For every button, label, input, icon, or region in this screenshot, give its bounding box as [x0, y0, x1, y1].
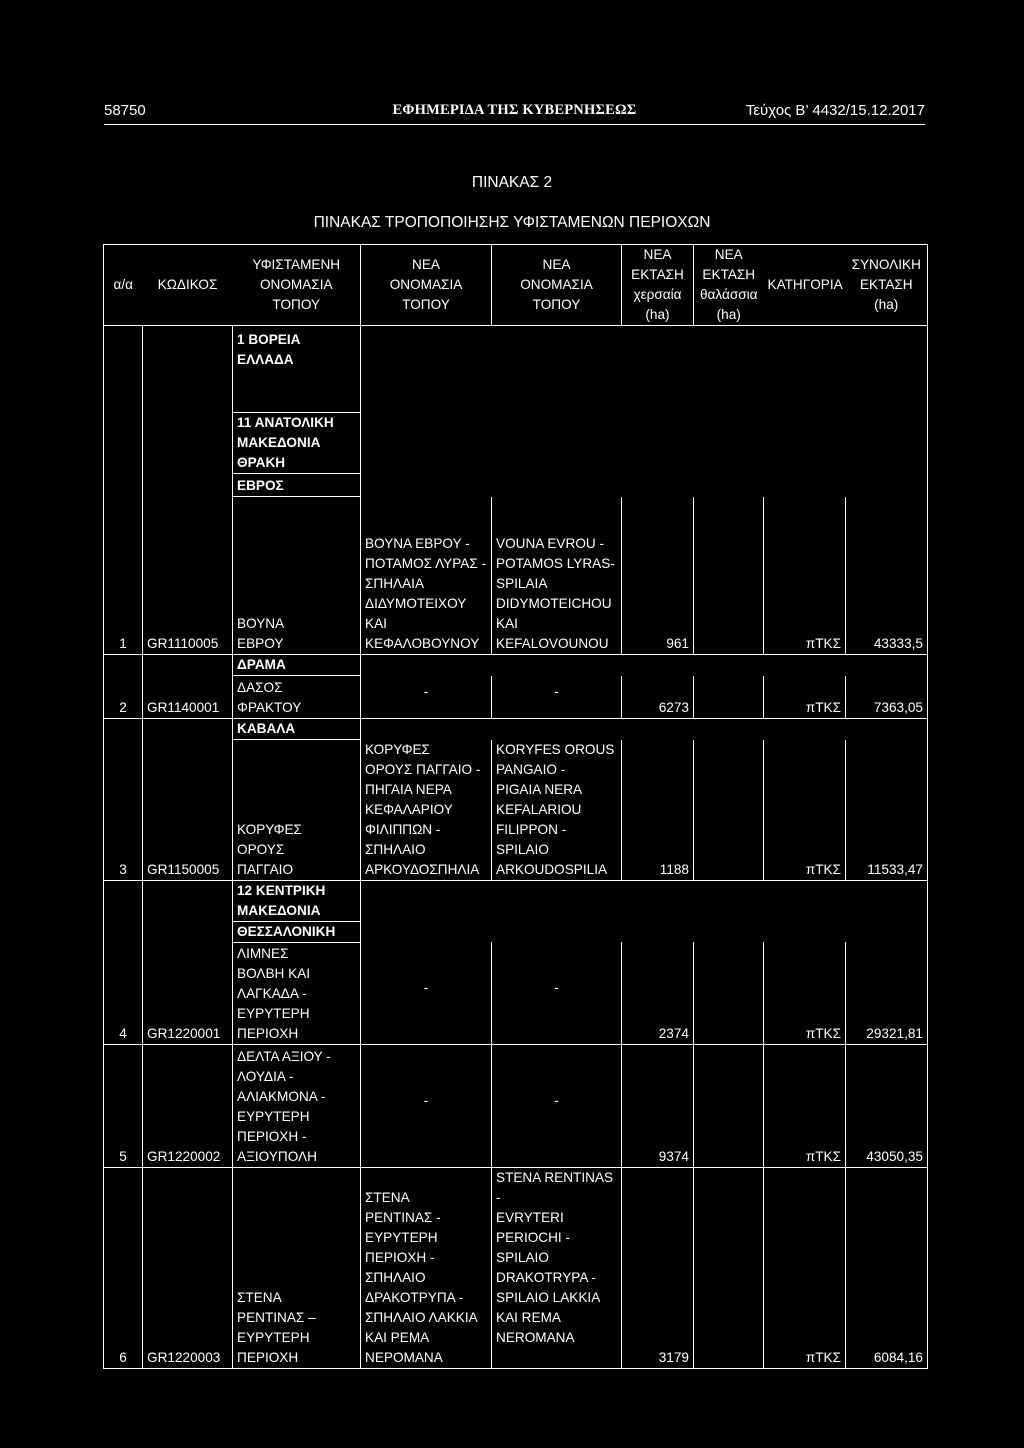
row-code: GR1150005 — [143, 740, 233, 881]
row-existing-name: ΣΤΕΝΑ ΡΕΝΤΙΝΑΣ – ΕΥΡΥΤΕΡΗ ΠΕΡΙΟΧΗ — [233, 1168, 361, 1369]
journal-title: ΕΦΗΜΕΡΙΔΑ ΤΗΣ ΚΥΒΕΡΝΗΣΕΩΣ — [392, 102, 637, 118]
row-category: πΤΚΣ — [764, 1045, 846, 1168]
row-land-area: 3179 — [622, 1168, 694, 1369]
row-new-name-latin: - — [492, 676, 622, 719]
row-code: GR1220003 — [143, 1168, 233, 1369]
row-category: πΤΚΣ — [764, 676, 846, 719]
row-sea-area — [694, 676, 764, 719]
region-label: ΘΕΣΣΑΛΟΝΙΚΗ — [233, 921, 361, 942]
region-label: ΚΑΒΑΛΑ — [233, 718, 361, 740]
row-sea-area — [694, 1045, 764, 1168]
page-number: 58750 — [104, 102, 146, 119]
row-new-name-greek: - — [361, 942, 492, 1045]
row-new-name-greek: ΚΟΡΥΦΕΣ ΟΡΟΥΣ ΠΑΓΓΑΙΟ - ΠΗΓΑΙΑ ΝΕΡΑ ΚΕΦΑΛΑΡΙΟΥ ΦΙΛΙΠΠΩΝ - ΣΠΗΛΑΙΟ ΑΡΚΟΥΔΟΣΠΗΛΙΑ — [361, 740, 492, 881]
col-header-new-name-latin: ΝΕΑ ΟΝΟΜΑΣΙΑ ΤΟΠΟΥ — [492, 245, 622, 326]
region-row — [104, 880, 928, 921]
row-existing-name: ΒΟΥΝΑ ΕΒΡΟΥ — [233, 497, 361, 655]
row-aa: 1 — [104, 497, 143, 655]
table-subtitle: ΠΙΝΑΚΑΣ ΤΡΟΠΟΠΟΙΗΣΗΣ ΥΦΙΣΤΑΜΕΝΩΝ ΠΕΡΙΟΧΩΝ — [313, 214, 711, 231]
row-total-area: 43050,35 — [846, 1045, 928, 1168]
col-header-new-area-sea: ΝΕΑ ΕΚΤΑΣΗ θαλάσσια (ha) — [694, 245, 764, 326]
row-land-area: 961 — [622, 497, 694, 655]
row-category: πΤΚΣ — [764, 740, 846, 881]
header-row — [104, 245, 928, 326]
row-category: πΤΚΣ — [764, 942, 846, 1045]
table-row — [104, 942, 928, 1045]
row-sea-area — [694, 740, 764, 881]
row-existing-name: ΔΑΣΟΣ ΦΡΑΚΤΟΥ — [233, 676, 361, 719]
region-row — [104, 474, 928, 497]
region-label: ΔΡΑΜΑ — [233, 654, 361, 676]
row-code: GR1110005 — [143, 497, 233, 655]
row-aa: 6 — [104, 1168, 143, 1369]
region-label: 11 ΑΝΑΤΟΛΙΚΗ ΜΑΚΕΔΟΝΙΑ ΘΡΑΚΗ — [233, 413, 361, 474]
row-code: GR1140001 — [143, 676, 233, 719]
row-land-area: 2374 — [622, 942, 694, 1045]
region-row — [104, 718, 928, 740]
row-aa: 5 — [104, 1045, 143, 1168]
row-new-name-latin: STENA RENTINAS - EVRYTERI PERIOCHI - SPILAIO DRAKOTRYPA - SPILAIO LAKKIA KAI REMA NEROMANA — [492, 1168, 622, 1369]
col-header-category: ΚΑΤΗΓΟΡΙΑ — [764, 245, 846, 326]
row-total-area: 6084,16 — [846, 1168, 928, 1369]
row-aa: 3 — [104, 740, 143, 881]
row-existing-name: ΛΙΜΝΕΣ ΒΟΛΒΗ ΚΑΙ ΛΑΓΚΑΔΑ - ΕΥΡΥΤΕΡΗ ΠΕΡΙΟΧΗ — [233, 942, 361, 1045]
table-row — [104, 1045, 928, 1168]
row-total-area: 11533,47 — [846, 740, 928, 881]
table-title: ΠΙΝΑΚΑΣ 2 — [471, 174, 553, 191]
col-header-aa: α/α — [104, 245, 143, 326]
row-land-area: 1188 — [622, 740, 694, 881]
amendment-table — [103, 244, 928, 1369]
row-new-name-greek: - — [361, 676, 492, 719]
row-existing-name: ΚΟΡΥΦΕΣ ΟΡΟΥΣ ΠΑΓΓΑΙΟ — [233, 740, 361, 881]
page-header — [104, 100, 925, 125]
table-row — [104, 740, 928, 881]
row-new-name-latin: - — [492, 1045, 622, 1168]
region-label: 12 ΚΕΝΤΡΙΚΗ ΜΑΚΕΔΟΝΙΑ — [233, 880, 361, 921]
row-sea-area — [694, 942, 764, 1045]
row-aa: 4 — [104, 942, 143, 1045]
row-sea-area — [694, 497, 764, 655]
col-header-total-area: ΣΥΝΟΛΙΚΗ ΕΚΤΑΣΗ (ha) — [846, 245, 928, 326]
row-aa: 2 — [104, 676, 143, 719]
row-land-area: 9374 — [622, 1045, 694, 1168]
row-new-name-greek: ΒΟΥΝΑ ΕΒΡΟΥ - ΠΟΤΑΜΟΣ ΛΥΡΑΣ - ΣΠΗΛΑΙΑ ΔΙΔΥΜΟΤΕΙΧΟΥ ΚΑΙ ΚΕΦΑΛΟΒΟΥΝΟΥ — [361, 497, 492, 655]
col-header-existing-name: ΥΦΙΣΤΑΜΕΝΗ ΟΝΟΜΑΣΙΑ ΤΟΠΟΥ — [233, 245, 361, 326]
row-code: GR1220002 — [143, 1045, 233, 1168]
region-row — [104, 326, 928, 413]
row-new-name-greek: - — [361, 1045, 492, 1168]
table-row — [104, 497, 928, 655]
col-header-new-area-land: ΝΕΑ ΕΚΤΑΣΗ χερσαία (ha) — [622, 245, 694, 326]
col-header-new-name-greek: ΝΕΑ ΟΝΟΜΑΣΙΑ ΤΟΠΟΥ — [361, 245, 492, 326]
row-new-name-latin: KORYFES OROUS PANGAIO - PIGAIA NERA KEFALARIOU FILIPPON - SPILAIO ARKOUDOSPILIA — [492, 740, 622, 881]
row-category: πΤΚΣ — [764, 1168, 846, 1369]
region-row — [104, 413, 928, 474]
region-label: 1 ΒΟΡΕΙΑ ΕΛΛΑΔΑ — [233, 326, 361, 413]
issue-info: Τεύχος Β’ 4432/15.12.2017 — [745, 102, 925, 119]
row-existing-name: ΔΕΛΤΑ ΑΞΙΟΥ - ΛΟΥΔΙΑ - ΑΛΙΑΚΜΟΝΑ - ΕΥΡΥΤΕΡΗ ΠΕΡΙΟΧΗ - ΑΞΙΟΥΠΟΛΗ — [233, 1045, 361, 1168]
col-header-code: ΚΩΔΙΚΟΣ — [143, 245, 233, 326]
region-row — [104, 921, 928, 942]
region-label: ΕΒΡΟΣ — [233, 474, 361, 497]
row-category: πΤΚΣ — [764, 497, 846, 655]
table-row — [104, 1168, 928, 1369]
row-total-area: 7363,05 — [846, 676, 928, 719]
row-new-name-latin: - — [492, 942, 622, 1045]
row-code: GR1220001 — [143, 942, 233, 1045]
row-new-name-greek: ΣΤΕΝΑ ΡΕΝΤΙΝΑΣ - ΕΥΡΥΤΕΡΗ ΠΕΡΙΟΧΗ - ΣΠΗΛΑΙΟ ΔΡΑΚΟΤΡΥΠΑ - ΣΠΗΛΑΙΟ ΛΑΚΚΙΑ ΚΑΙ ΡΕΜΑ ΝΕΡΟΜΑΝΑ — [361, 1168, 492, 1369]
row-sea-area — [694, 1168, 764, 1369]
table-row — [104, 676, 928, 719]
row-land-area: 6273 — [622, 676, 694, 719]
row-total-area: 29321,81 — [846, 942, 928, 1045]
row-total-area: 43333,5 — [846, 497, 928, 655]
row-new-name-latin: VOUNA EVROU - POTAMOS LYRAS- SPILAIA DIDYMOTEICHOU KAI KEFALOVOUNOU — [492, 497, 622, 655]
region-row — [104, 654, 928, 676]
